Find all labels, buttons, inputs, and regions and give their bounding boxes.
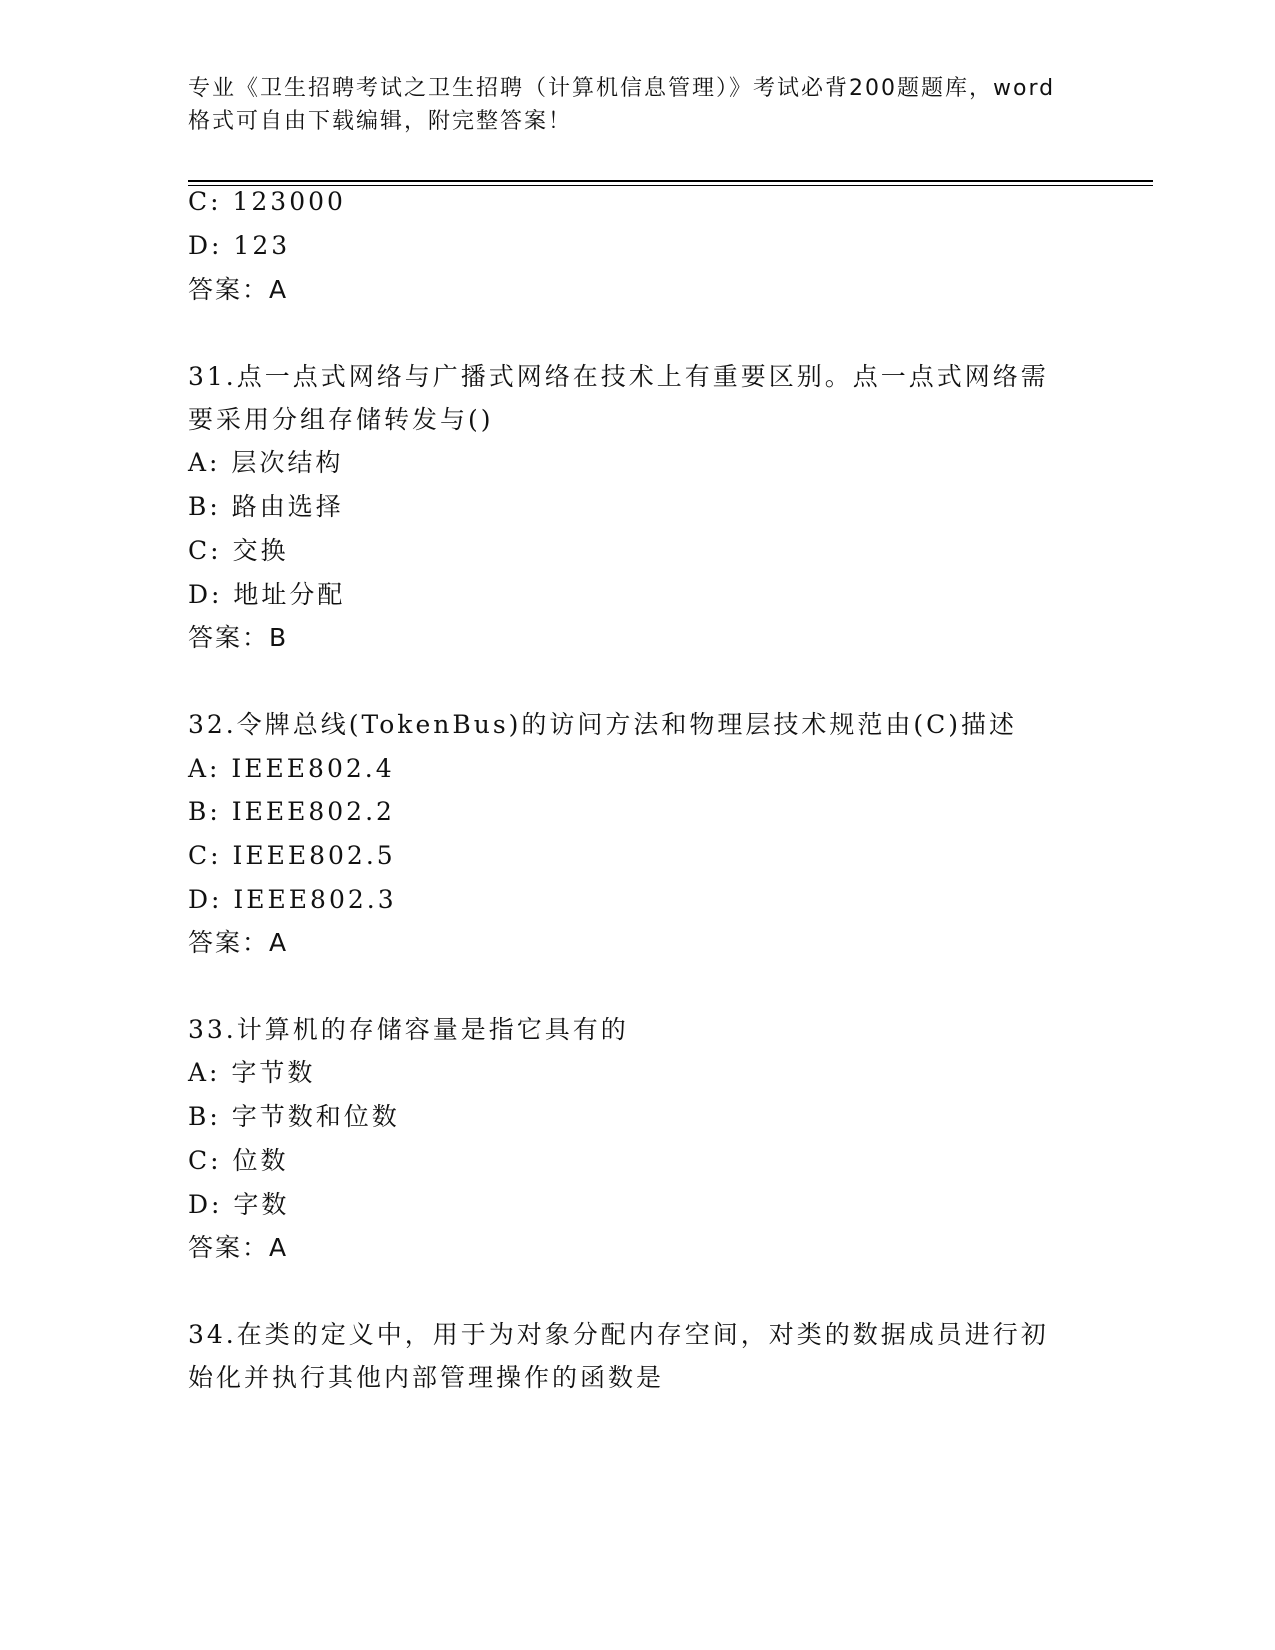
q33-stem: 33.计算机的存储容量是指它具有的 <box>188 1015 629 1044</box>
q31-answer: 答案：B <box>188 623 289 652</box>
document-header <box>188 72 1088 138</box>
q34-stem-line-2: 始化并执行其他内部管理操作的函数是 <box>188 1363 665 1392</box>
header-title-line-2: 格式可自由下载编辑，附完整答案！ <box>188 109 573 134</box>
header-divider-thin <box>188 185 1153 186</box>
q32-option-a: A: IEEE802.4 <box>188 754 395 783</box>
q33-option-c: C: 位数 <box>188 1146 289 1175</box>
q30-option-c: C: 123000 <box>188 187 346 216</box>
q32-option-c: C: IEEE802.5 <box>188 841 396 870</box>
q33-option-a: A: 字节数 <box>188 1058 316 1087</box>
q31-option-a: A: 层次结构 <box>188 448 344 477</box>
q32-answer: 答案：A <box>188 928 289 957</box>
q32-option-b: B: IEEE802.2 <box>188 797 395 826</box>
q32-option-d: D: IEEE802.3 <box>188 885 397 914</box>
q31-option-c: C: 交换 <box>188 536 289 565</box>
q31-option-b: B: 路由选择 <box>188 492 344 521</box>
header-title-line-1: 专业《卫生招聘考试之卫生招聘（计算机信息管理）》考试必背200题题库，word <box>188 76 1056 101</box>
q30-option-d: D: 123 <box>188 231 291 260</box>
q31-stem-line-2: 要采用分组存储转发与() <box>188 405 494 434</box>
q33-option-b: B: 字节数和位数 <box>188 1102 400 1131</box>
q31-stem-line-1: 31.点一点式网络与广播式网络在技术上有重要区别。点一点式网络需 <box>188 362 1049 391</box>
header-divider-thick <box>188 180 1153 182</box>
q33-answer: 答案：A <box>188 1233 289 1262</box>
q30-answer: 答案：A <box>188 275 289 304</box>
q31-option-d: D: 地址分配 <box>188 580 346 609</box>
q34-stem-line-1: 34.在类的定义中，用于为对象分配内存空间，对类的数据成员进行初 <box>188 1320 1049 1349</box>
q33-option-d: D: 字数 <box>188 1190 290 1219</box>
q32-stem: 32.令牌总线(TokenBus)的访问方法和物理层技术规范由(C)描述 <box>188 710 1018 739</box>
